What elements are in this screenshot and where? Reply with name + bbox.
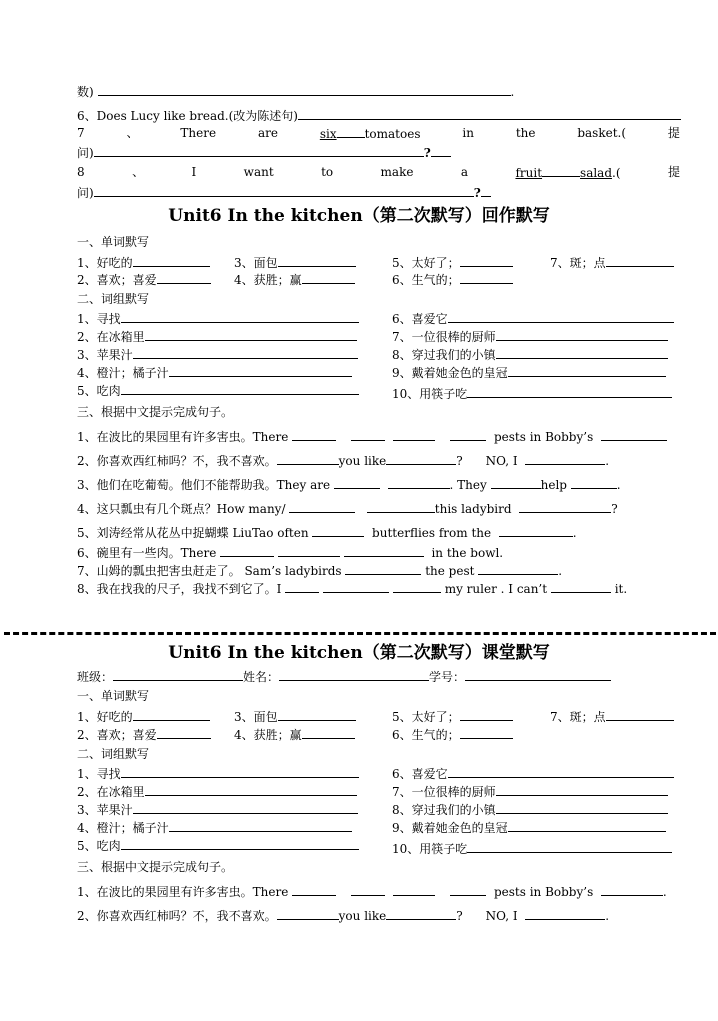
section-a-h1: 一、单词默写 — [77, 235, 150, 249]
word-2: 2、喜欢；喜爱 — [77, 271, 211, 288]
answer-blank[interactable] — [388, 476, 450, 489]
answer-blank[interactable] — [460, 254, 513, 267]
phrase-9-b: 9、戴着她金色的皇冠 — [392, 819, 666, 836]
answer-blank[interactable] — [133, 801, 358, 814]
q6: 6、Does Lucy like bread.(改为陈述句) — [77, 107, 681, 124]
section-b-h1: 一、单词默写 — [77, 689, 150, 703]
answer-blank[interactable] — [491, 476, 541, 489]
phrase-10-b: 10、用筷子吃 — [392, 840, 672, 857]
word-7-b: 7、斑；点 — [550, 708, 674, 725]
answer-blank[interactable] — [292, 428, 336, 441]
q8-b: 问) ? — [77, 184, 491, 201]
answer-blank[interactable] — [460, 726, 513, 739]
answer-blank[interactable] — [601, 883, 663, 896]
answer-blank[interactable] — [121, 765, 359, 778]
phrase-6-b: 6、喜爱它 — [392, 765, 674, 782]
sentence-1: 1、在波比的果园里有许多害虫。There pests in Bobby’s — [77, 428, 667, 445]
answer-blank[interactable] — [157, 271, 211, 284]
answer-blank[interactable] — [345, 562, 421, 575]
phrase-8-b: 8、穿过我们的小镇 — [392, 801, 668, 818]
answer-blank[interactable] — [285, 580, 319, 593]
phrase-4: 4、橙汁；橘子汁 — [77, 364, 352, 381]
answer-blank[interactable] — [334, 476, 380, 489]
word-6: 6、生气的； — [392, 271, 513, 288]
phrase-7: 7、一位很棒的厨师 — [392, 328, 668, 345]
phrase-10: 10、用筷子吃 — [392, 385, 672, 402]
answer-blank[interactable] — [393, 580, 441, 593]
answer-blank[interactable] — [606, 708, 674, 721]
student-id-field[interactable] — [465, 668, 611, 681]
sentence-7: 7、山姆的瓢虫把害虫赶走了。 Sam’s ladybirds the pest . — [77, 564, 563, 578]
word-5: 5、太好了； — [392, 254, 513, 271]
answer-blank[interactable] — [98, 83, 511, 96]
phrase-5: 5、吃肉 — [77, 382, 359, 399]
phrase-3-b: 3、苹果汁 — [77, 801, 358, 818]
answer-blank[interactable] — [312, 524, 364, 537]
phrase-9: 9、戴着她金色的皇冠 — [392, 364, 666, 381]
answer-blank[interactable] — [145, 783, 357, 796]
section-b-h2: 二、词组默写 — [77, 747, 150, 761]
section-a-h2: 二、词组默写 — [77, 292, 150, 306]
answer-blank[interactable] — [448, 765, 674, 778]
phrase-8: 8、穿过我们的小镇 — [392, 346, 668, 363]
answer-blank[interactable] — [601, 428, 667, 441]
sentence-1-b: 1、在波比的果园里有许多害虫。There pests in Bobby’s . — [77, 885, 667, 899]
answer-blank[interactable] — [450, 883, 486, 896]
answer-blank[interactable] — [386, 907, 456, 920]
answer-blank[interactable] — [278, 254, 356, 267]
answer-blank[interactable] — [508, 819, 666, 832]
answer-blank[interactable] — [337, 125, 365, 138]
answer-blank[interactable] — [344, 544, 424, 557]
answer-blank[interactable] — [169, 819, 352, 832]
answer-blank[interactable] — [169, 364, 352, 377]
answer-blank[interactable] — [133, 346, 358, 359]
answer-blank[interactable] — [351, 883, 385, 896]
answer-blank[interactable] — [351, 428, 385, 441]
word-7: 7、斑；点 — [550, 254, 674, 271]
answer-blank[interactable] — [278, 544, 340, 557]
answer-blank[interactable] — [460, 708, 513, 721]
answer-blank[interactable] — [542, 164, 580, 177]
section-a-title: Unit6 In the kitchen（第二次默写）回作默写 — [168, 206, 550, 226]
answer-blank[interactable] — [450, 428, 486, 441]
answer-blank[interactable] — [478, 562, 558, 575]
answer-blank[interactable] — [121, 310, 359, 323]
answer-blank[interactable] — [496, 328, 668, 341]
answer-blank[interactable] — [481, 184, 491, 197]
answer-blank[interactable] — [94, 184, 474, 197]
word-1: 1、好吃的 — [77, 254, 210, 271]
answer-blank[interactable] — [496, 783, 668, 796]
cut-line — [4, 632, 716, 635]
answer-blank[interactable] — [157, 726, 211, 739]
section-b-title: Unit6 In the kitchen（第二次默写）课堂默写 — [168, 643, 550, 663]
phrase-3: 3、苹果汁 — [77, 346, 358, 363]
word-3-b: 3、面包 — [234, 708, 356, 725]
q8: 8 、 I want to make a fruit salad.( 提 — [77, 165, 680, 180]
phrase-1-b: 1、寻找 — [77, 765, 359, 782]
phrase-4-b: 4、橙汁；橘子汁 — [77, 819, 352, 836]
answer-blank[interactable] — [606, 254, 674, 267]
answer-blank[interactable] — [121, 837, 359, 850]
name-field[interactable] — [279, 668, 429, 681]
answer-blank[interactable] — [525, 907, 605, 920]
word-4-b: 4、获胜；赢 — [234, 726, 355, 743]
sentence-8: 8、我在找我的尺子，我找不到它了。I my ruler . I can’t it. — [77, 582, 628, 596]
answer-blank[interactable] — [525, 452, 605, 465]
word-2-b: 2、喜欢；喜爱 — [77, 726, 211, 743]
section-a-h3: 三、根据中文提示完成句子。 — [77, 405, 234, 419]
answer-blank[interactable] — [277, 907, 339, 920]
answer-blank[interactable] — [448, 310, 674, 323]
answer-blank[interactable] — [519, 500, 611, 513]
phrase-5-b: 5、吃肉 — [77, 837, 359, 854]
phrase-1: 1、寻找 — [77, 310, 359, 327]
answer-blank[interactable] — [298, 107, 681, 120]
sentence-6: 6、碗里有一些肉。There in the bowl. — [77, 546, 504, 560]
q5-tail: 数) . — [77, 85, 515, 99]
word-3: 3、面包 — [234, 254, 356, 271]
sentence-3: 3、他们在吃葡萄。他们不能帮助我。They are . They help . — [77, 478, 621, 492]
q7: 7 、 There are six tomatoes in the basket.( 提 — [77, 126, 680, 141]
answer-blank[interactable] — [431, 144, 451, 157]
answer-blank[interactable] — [499, 524, 573, 537]
answer-blank[interactable] — [467, 385, 672, 398]
section-b-h3: 三、根据中文提示完成句子。 — [77, 860, 234, 874]
sentence-5: 5、刘涛经常从花丛中捉蝴蝶 LiuTao often butterflies from the . — [77, 526, 577, 540]
answer-blank[interactable] — [571, 476, 617, 489]
answer-blank[interactable] — [467, 840, 672, 853]
answer-blank[interactable] — [386, 452, 456, 465]
answer-blank[interactable] — [551, 580, 611, 593]
phrase-7-b: 7、一位很棒的厨师 — [392, 783, 668, 800]
answer-blank[interactable] — [292, 883, 336, 896]
sentence-2-b: 2、你喜欢西红柿吗？不，我不喜欢。 you like ? NO, I . — [77, 909, 610, 923]
answer-blank[interactable] — [133, 254, 210, 267]
sentence-2: 2、你喜欢西红柿吗？不，我不喜欢。 you like ? NO, I . — [77, 454, 610, 468]
answer-blank[interactable] — [323, 580, 389, 593]
answer-blank[interactable] — [508, 364, 666, 377]
phrase-6: 6、喜爱它 — [392, 310, 674, 327]
answer-blank[interactable] — [220, 544, 274, 557]
answer-blank[interactable] — [133, 708, 210, 721]
answer-blank[interactable] — [289, 500, 355, 513]
answer-blank[interactable] — [94, 144, 424, 157]
word-5-b: 5、太好了； — [392, 708, 513, 725]
answer-blank[interactable] — [460, 271, 513, 284]
answer-blank[interactable] — [278, 708, 356, 721]
q7-b: 问) ? — [77, 144, 451, 161]
word-1-b: 1、好吃的 — [77, 708, 210, 725]
answer-blank[interactable] — [302, 726, 355, 739]
phrase-2-b: 2、在冰箱里 — [77, 783, 357, 800]
answer-blank[interactable] — [496, 801, 668, 814]
class-field[interactable] — [113, 668, 243, 681]
student-info: 班级： 姓名： 学号： — [77, 668, 611, 685]
answer-blank[interactable] — [302, 271, 355, 284]
phrase-2: 2、在冰箱里 — [77, 328, 357, 345]
answer-blank[interactable] — [367, 500, 435, 513]
answer-blank[interactable] — [145, 328, 357, 341]
answer-blank[interactable] — [496, 346, 668, 359]
answer-blank[interactable] — [393, 883, 435, 896]
word-6-b: 6、生气的； — [392, 726, 513, 743]
answer-blank[interactable] — [121, 382, 359, 395]
answer-blank[interactable] — [393, 428, 435, 441]
sentence-4: 4、这只瓢虫有几个斑点？How many/ this ladybird ? — [77, 502, 618, 516]
answer-blank[interactable] — [277, 452, 339, 465]
word-4: 4、获胜；赢 — [234, 271, 355, 288]
